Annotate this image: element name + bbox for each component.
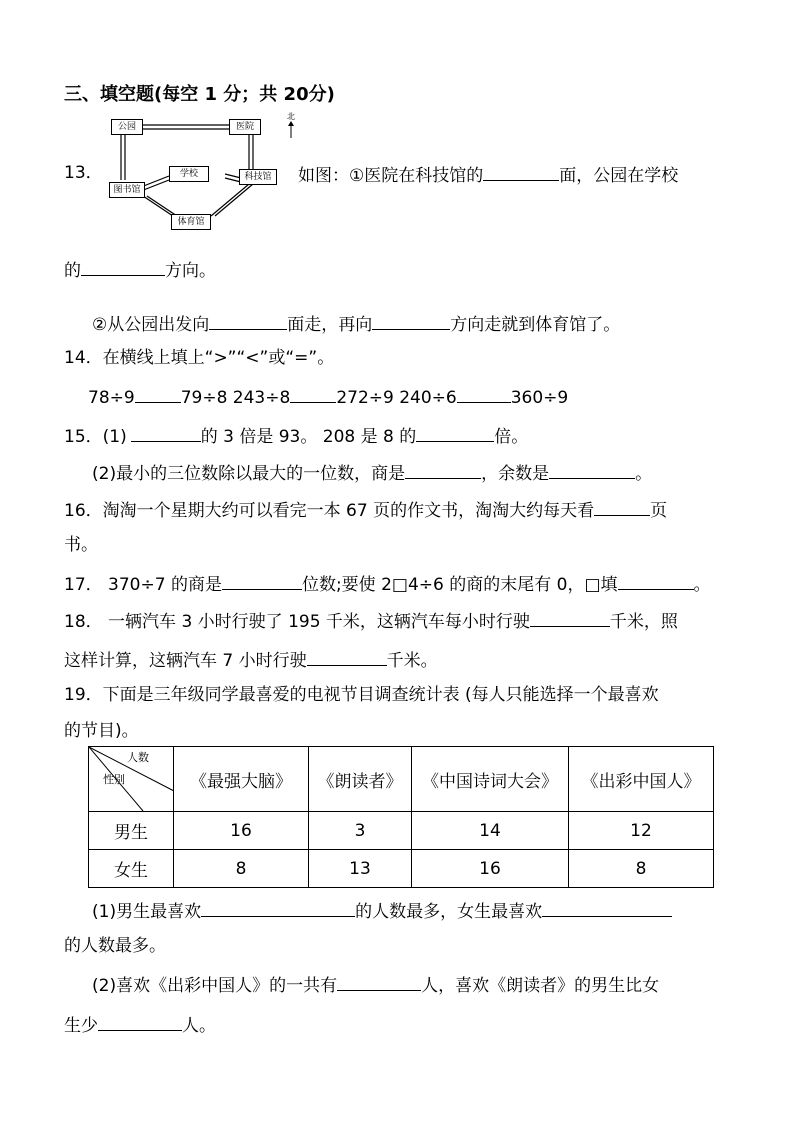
q18-blank-2[interactable] [307, 647, 387, 666]
map-hospital: 医院 [229, 119, 261, 135]
q19-sub2-line2 [64, 1012, 216, 1037]
q13-blank-4[interactable] [372, 311, 450, 330]
corner-label-gender: 性别 [103, 773, 125, 786]
row-label: 男生 [89, 812, 174, 850]
q19-text-d: 人，喜欢《朗读者》的男生比女 [421, 976, 660, 996]
q14-expr-d: 360÷9 [510, 388, 569, 408]
q14-blank-2[interactable] [290, 384, 336, 403]
map-library: 图书馆 [109, 182, 145, 198]
map-north-label: 北 [287, 112, 295, 121]
q17-blank-2[interactable] [618, 571, 694, 590]
q19-blank-2[interactable] [542, 898, 672, 917]
table-cell: 13 [309, 850, 412, 888]
q13-blank-3[interactable] [209, 311, 287, 330]
column-header: 《出彩中国人》 [569, 747, 714, 812]
q18-line1 [64, 608, 678, 633]
map-gym: 体育馆 [171, 214, 211, 230]
q13-text-f: 面走，再向 [287, 315, 373, 335]
q16-text-b: 页 [650, 501, 668, 521]
q15-text-b: 的 3 倍是 93。 208 是 8 的 [200, 427, 417, 447]
q18-text-d: 千米。 [386, 651, 438, 671]
q13-line2 [64, 257, 216, 282]
q14-expr-b: 79÷8 243÷8 [180, 388, 291, 408]
q13-blank-2[interactable] [81, 257, 165, 276]
q15-line2 [92, 460, 652, 485]
table-cell: 12 [569, 812, 714, 850]
q17-text-c: 。 [693, 575, 711, 595]
column-header: 《中国诗词大会》 [412, 747, 569, 812]
q19-text-c: (2)喜欢《出彩中国人》的一共有 [92, 976, 338, 996]
q18-text-a: 18． 一辆汽车 3 小时行驶了 195 千米，这辆汽车每小时行驶 [64, 612, 530, 632]
q15-blank-3[interactable] [405, 460, 481, 479]
section-title: 三、填空题(每空 1 分；共 20分) [64, 84, 335, 105]
q17-text-b: 位数;要使 2□4÷6 的商的末尾有 0，□填 [301, 575, 618, 595]
table-cell: 3 [309, 812, 412, 850]
location-map [101, 112, 297, 232]
q14-expr-a: 78÷9 [88, 388, 135, 408]
map-science-museum: 科技馆 [239, 169, 277, 185]
q13-blank-1[interactable] [483, 162, 559, 181]
q15-text-e: ，余数是 [481, 464, 550, 484]
column-header: 《朗读者》 [309, 747, 412, 812]
q19-sub2-line1 [92, 972, 659, 997]
table-cell: 8 [569, 850, 714, 888]
q19-prompt-line1: 19．下面是三年级同学最喜爱的电视节目调查统计表 (每人只能选择一个最喜欢 [64, 685, 659, 705]
q15-text-d: (2)最小的三位数除以最大的一位数，商是 [92, 464, 406, 484]
q14-blank-1[interactable] [135, 384, 181, 403]
q16-text-a: 16．淘淘一个星期大约可以看完一本 67 页的作文书，淘淘大约每天看 [64, 501, 595, 521]
table-cell: 14 [412, 812, 569, 850]
map-park: 公园 [111, 119, 143, 135]
q19-sub1-line1 [92, 898, 672, 923]
q14-expr-c: 272÷9 240÷6 [336, 388, 457, 408]
q13-text-b: 面，公园在学校 [559, 166, 679, 186]
q17-text-a: 17． 370÷7 的商是 [64, 575, 222, 595]
q19-blank-1[interactable] [201, 898, 355, 917]
table-cell: 16 [412, 850, 569, 888]
q13-line3 [92, 311, 620, 336]
table-header-row [89, 747, 714, 812]
q15-line1 [64, 423, 528, 448]
q13-text-g: 方向走就到体育馆了。 [450, 315, 621, 335]
table-corner-cell [89, 747, 174, 812]
q19-text-b: 的人数最多，女生最喜欢 [355, 902, 543, 922]
q14-prompt: 14．在横线上填上“>”“<”或“=”。 [64, 348, 335, 368]
q13-text-a: 如图：①医院在科技馆的 [298, 166, 484, 186]
q16-line1 [64, 497, 667, 522]
q19-prompt-line2: 的节目)。 [64, 721, 139, 741]
column-header: 《最强大脑》 [174, 747, 309, 812]
q19-text-a: (1)男生最喜欢 [92, 902, 202, 922]
q13-line1 [298, 162, 678, 187]
q15-blank-2[interactable] [416, 423, 494, 442]
row-label: 女生 [89, 850, 174, 888]
q15-blank-4[interactable] [549, 460, 635, 479]
q13-text-e: ②从公园出发向 [92, 315, 210, 335]
table-row [89, 850, 714, 888]
q16-line2: 书。 [64, 535, 98, 555]
q19-sub1-line2: 的人数最多。 [64, 936, 166, 956]
q19-text-e: 生少 [64, 1016, 98, 1036]
table-cell: 8 [174, 850, 309, 888]
q15-text-a: 15．(1) [64, 427, 127, 447]
corner-label-count: 人数 [127, 751, 149, 764]
q18-text-b: 千米，照 [609, 612, 678, 632]
q18-blank-1[interactable] [530, 608, 610, 627]
q18-line2 [64, 647, 438, 672]
survey-table [88, 746, 714, 888]
q16-blank-1[interactable] [594, 497, 650, 516]
q15-text-c: 倍。 [494, 427, 529, 447]
q19-text-f: 人。 [182, 1016, 216, 1036]
q13-text-c: 的 [64, 261, 81, 281]
q14-comparisons [88, 384, 568, 409]
q14-blank-3[interactable] [457, 384, 511, 403]
q15-blank-1[interactable] [131, 423, 201, 442]
q17-blank-1[interactable] [222, 571, 302, 590]
q19-blank-3[interactable] [337, 972, 421, 991]
table-row [89, 812, 714, 850]
q18-text-c: 这样计算，这辆汽车 7 小时行驶 [64, 651, 307, 671]
q19-blank-4[interactable] [98, 1012, 182, 1031]
q17-line1 [64, 571, 711, 596]
q13-number: 13． [64, 163, 103, 183]
table-cell: 16 [174, 812, 309, 850]
map-school: 学校 [169, 166, 209, 182]
q13-text-d: 方向。 [165, 261, 216, 281]
q15-text-f: 。 [635, 464, 653, 484]
